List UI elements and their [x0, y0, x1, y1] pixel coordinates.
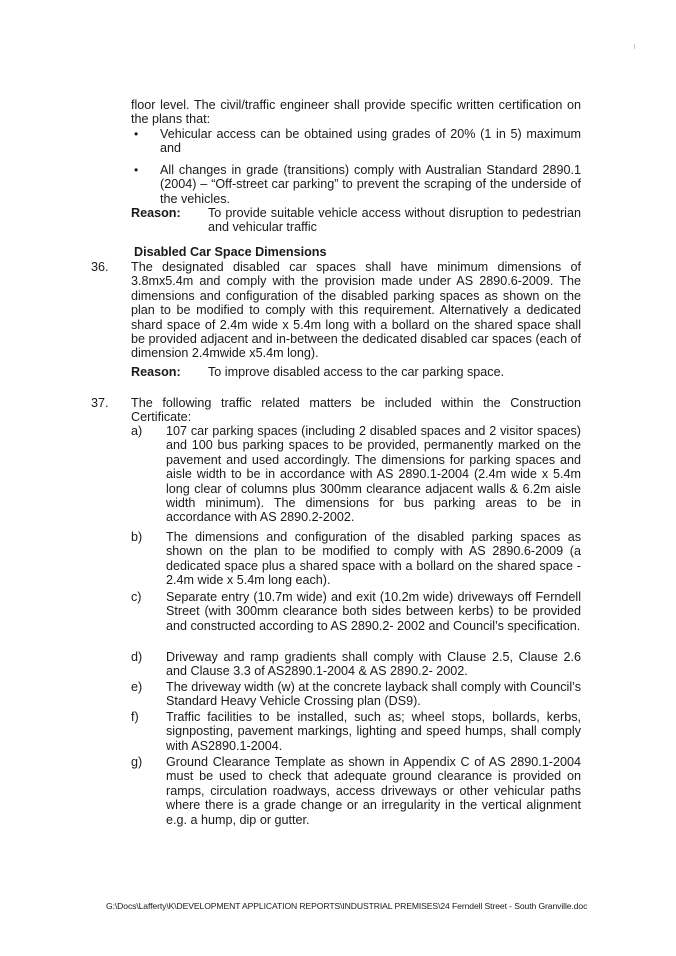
intro-paragraph: floor level. The civil/traffic engineer shall provide specific written certification on the plans that: [131, 98, 581, 127]
intro-bullet-1: Vehicular access can be obtained using grades of 20% (1 in 5) maximum and [160, 127, 581, 156]
scan-mark [634, 44, 635, 49]
footer-file-path: G:\Docs\Lafferty\K\DEVELOPMENT APPLICATION REPORTS\INDUSTRIAL PREMISES\24 Ferndell Street - South Granville.doc [106, 901, 588, 911]
list-item-text: The driveway width (w) at the concrete layback shall comply with Council’s Standard Heavy Vehicle Crossing plan (DS9). [166, 680, 581, 709]
reason-label: Reason: [131, 206, 181, 220]
list-item-text: Ground Clearance Template as shown in Appendix C of AS 2890.1-2004 must be used to check that adequate ground clearance is provided on ramps, circulation roadways, access driveways or other vehicular paths where there is a grade change or an irregularity in the vertical alignment e.g. a hump, dip or gutter. [166, 755, 581, 827]
list-item-label: a) [131, 424, 143, 438]
condition-number: 37. [91, 396, 109, 410]
list-item-text: Driveway and ramp gradients shall comply with Clause 2.5, Clause 2.6 and Clause 3.3 of AS2890.1-2004 & AS 2890.2- 2002. [166, 650, 581, 679]
list-item-label: f) [131, 710, 139, 724]
list-item-text: 107 car parking spaces (including 2 disabled spaces and 2 visitor spaces) and 100 bus parking spaces to be provided, permanently marked on the pavement and used accordingly. The dimensions for parking spaces and aisle width to be in accordance with AS 2890.1-2004 (2.4m wide x 5.4m long clear of columns plus 300mm clearance adjacent walls & 6.2m aisle width minimum). The dimensions for bus parking areas to be in accordance with AS 2890.2-2002. [166, 424, 581, 525]
list-item-text: Separate entry (10.7m wide) and exit (10.2m wide) driveways off Ferndell Street (with 300mm clearance both sides between kerbs) to be provided and constructed according to AS 2890.2- 2002 and Council’s specification. [166, 590, 581, 633]
bullet-symbol: • [134, 127, 139, 141]
list-item-label: e) [131, 680, 143, 694]
list-item-text: Traffic facilities to be installed, such as; wheel stops, bollards, kerbs, signposting, pavement markings, lighting and speed humps, shall comply with AS2890.1-2004. [166, 710, 581, 753]
intro-reason-text: To provide suitable vehicle access without disruption to pedestrian and vehicular traffic [208, 206, 581, 235]
condition-36-reason-text: To improve disabled access to the car parking space. [208, 365, 505, 379]
list-item-text: The dimensions and configuration of the disabled parking spaces as shown on the plan to be modified to comply with AS 2890.6-2009 (a dedicated space plus a shared space with a bollard on the shared space - 2.4m wide x 5.4m long each). [166, 530, 581, 588]
intro-bullet-2: All changes in grade (transitions) comply with Australian Standard 2890.1 (2004) – “Off-street car parking” to prevent the scraping of the underside of the vehicles. [160, 163, 581, 206]
list-item-label: b) [131, 530, 143, 544]
bullet-symbol: • [134, 163, 139, 177]
reason-label: Reason: [131, 365, 181, 379]
list-item-label: g) [131, 755, 143, 769]
list-item-label: c) [131, 590, 142, 604]
condition-36-text: The designated disabled car spaces shall have minimum dimensions of 3.8mx5.4m and comply with the provision made under AS 2890.6-2009. The dimensions and configuration of the disabled parking spaces as shown on the plan to be modified to comply with this requirement. Alternatively a dedicated shard space of 2.4m wide x 5.4m long with a bollard on the shared space shall be provided adjacent and in-between the dedicated disabled car spaces (each of dimension 2.4mwide x5.4m long). [131, 260, 581, 361]
condition-37-intro: The following traffic related matters be included within the Construction Certificate: [131, 396, 581, 425]
section-heading: Disabled Car Space Dimensions [134, 245, 327, 259]
condition-number: 36. [91, 260, 109, 274]
list-item-label: d) [131, 650, 143, 664]
